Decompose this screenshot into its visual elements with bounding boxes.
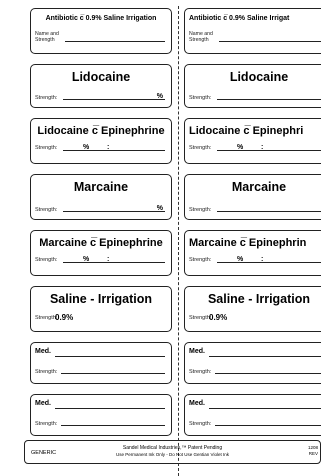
strength-label: Strength: <box>35 145 58 151</box>
percent-unit: % <box>237 144 244 151</box>
company-line: Sandel Medical Industries,™ Patent Pending <box>122 445 223 451</box>
ratio-separator: : <box>261 144 264 151</box>
lido-epi-title: Lidocaine c̅ Epinephrine <box>37 125 165 137</box>
marcaine-epinephrine-label <box>30 230 172 276</box>
write-line <box>63 211 165 212</box>
marc-epi-title: Marcaine c̅ Epinephrine <box>39 237 163 249</box>
write-line <box>61 425 165 426</box>
lidocaine-title: Lidocaine <box>229 70 289 84</box>
code-number: 1208 <box>307 445 318 450</box>
strength-label: Strength: <box>35 257 58 263</box>
ratio-separator: : <box>107 256 110 263</box>
antibiotic-subtitle: Name and Strength <box>189 31 213 43</box>
antibiotic-subtitle: Name and Strength <box>35 31 59 43</box>
right-label-column <box>184 8 321 440</box>
sheet-footer <box>24 440 321 464</box>
med-label-1 <box>30 342 172 384</box>
write-line <box>217 150 321 151</box>
saline-irrigation-label <box>184 286 321 332</box>
lidocaine-title: Lidocaine <box>71 70 131 84</box>
label-sheet <box>24 2 321 472</box>
antibiotic-label <box>184 8 321 54</box>
antibiotic-label <box>30 8 172 54</box>
perforation-line <box>178 6 179 476</box>
lidocaine-label <box>184 64 321 108</box>
lidocaine-label <box>30 64 172 108</box>
strength-label: Strength: <box>189 207 212 213</box>
marcaine-title: Marcaine <box>231 180 287 194</box>
marcaine-label <box>184 174 321 220</box>
write-line <box>215 425 321 426</box>
marc-epi-title: Marcaine c̅ Epinephrin <box>189 237 307 249</box>
write-line <box>63 99 165 100</box>
strength-label: Strength: <box>189 421 212 427</box>
med-title: Med. <box>35 400 51 407</box>
saline-strength-value: 0.9% <box>55 313 74 322</box>
saline-strength-value: 0.9% <box>209 313 228 322</box>
strength-label: Strength: <box>35 95 58 101</box>
strength-label: Strength: <box>35 207 58 213</box>
strength-label: Strength: <box>189 315 212 321</box>
marcaine-label <box>30 174 172 220</box>
med-title: Med. <box>189 348 205 355</box>
med-label-2 <box>30 394 172 436</box>
code-rev: REV <box>308 451 318 456</box>
strength-label: Strength: <box>35 315 58 321</box>
write-line <box>215 373 321 374</box>
write-line <box>217 262 321 263</box>
write-line <box>55 408 165 409</box>
write-line <box>217 211 321 212</box>
write-line <box>65 41 165 42</box>
write-line <box>63 150 165 151</box>
strength-label: Strength: <box>189 145 212 151</box>
write-line <box>217 99 321 100</box>
percent-unit: % <box>237 256 244 263</box>
med-title: Med. <box>189 400 205 407</box>
lidocaine-epinephrine-label <box>30 118 172 164</box>
write-line <box>209 356 321 357</box>
percent-unit: % <box>156 205 163 212</box>
write-line <box>209 408 321 409</box>
usage-warning: Use Permanent Ink Only - Do Not Use Gentian Violet Ink <box>116 452 229 457</box>
strength-label: Strength: <box>189 257 212 263</box>
antibiotic-title: Antibiotic c̅ 0.9% Saline Irrigation <box>45 15 157 22</box>
generic-label: GENERIC <box>31 450 57 456</box>
lido-epi-title: Lidocaine c̅ Epinephri <box>189 125 304 137</box>
ratio-separator: : <box>107 144 110 151</box>
med-label-2 <box>184 394 321 436</box>
med-title: Med. <box>35 348 51 355</box>
strength-label: Strength: <box>35 369 58 375</box>
lidocaine-epinephrine-label <box>184 118 321 164</box>
product-code <box>308 445 318 457</box>
saline-irrigation-label <box>30 286 172 332</box>
strength-label: Strength: <box>35 421 58 427</box>
saline-title: Saline - Irrigation <box>207 292 311 306</box>
write-line <box>219 41 321 42</box>
write-line <box>63 262 165 263</box>
write-line <box>61 373 165 374</box>
percent-unit: % <box>83 144 90 151</box>
percent-unit: % <box>83 256 90 263</box>
antibiotic-title: Antibiotic c̅ 0.9% Saline Irrigat <box>189 15 290 22</box>
percent-unit: % <box>156 93 163 100</box>
med-label-1 <box>184 342 321 384</box>
write-line <box>55 356 165 357</box>
strength-label: Strength: <box>189 369 212 375</box>
marcaine-epinephrine-label <box>184 230 321 276</box>
ratio-separator: : <box>261 256 264 263</box>
strength-label: Strength: <box>189 95 212 101</box>
saline-title: Saline - Irrigation <box>49 292 153 306</box>
marcaine-title: Marcaine <box>73 180 129 194</box>
